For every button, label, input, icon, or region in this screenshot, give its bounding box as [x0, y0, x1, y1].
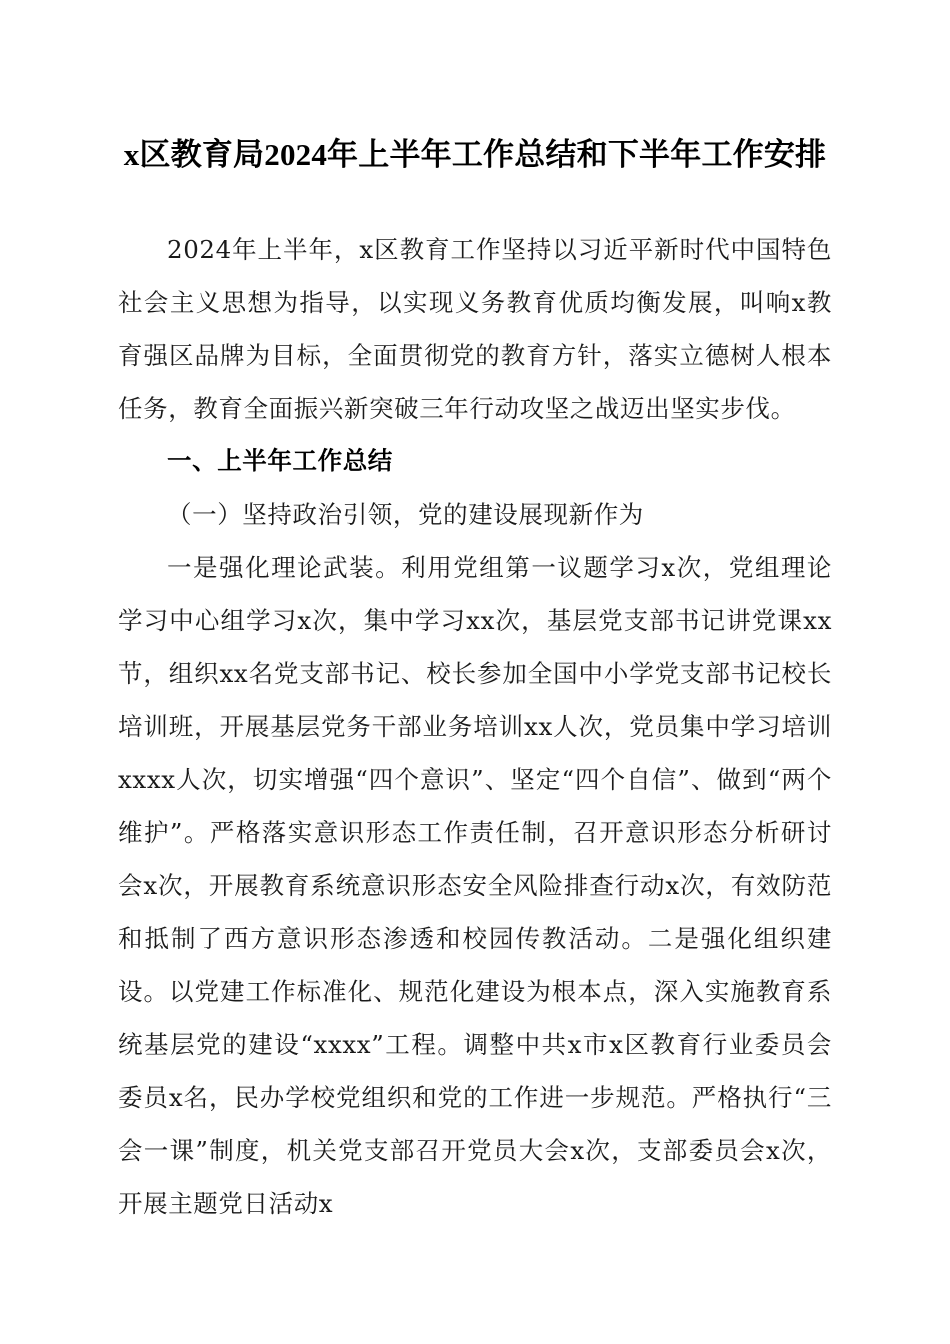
document-body	[118, 0, 832, 1230]
intro-paragraph: 2024年上半年，x区教育工作坚持以习近平新时代中国特色社会主义思想为指导，以实现义务教育优质均衡发展，叫响x教育强区品牌为目标，全面贯彻党的教育方针，落实立德树人根本任务，教育全面振兴新突破三年行动攻坚之战迈出坚实步伐。	[118, 235, 832, 423]
page-title: x区教育局2024年上半年工作总结和下半年工作安排	[123, 137, 827, 172]
section-heading-1: 一、上半年工作总结	[167, 448, 393, 475]
body-paragraph-1: 一是强化理论武装。利用党组第一议题学习x次，党组理论学习中心组学习x次，集中学习xx次，基层党支部书记讲党课xx节，组织xx名党支部书记、校长参加全国中小学党支部书记校长培训班，开展基层党务干部业务培训xx人次，党员集中学习培训xxxx人次，切实增强“四个意识”、坚定“四个自信”、做到“两个维护”。严格落实意识形态工作责任制，召开意识形态分析研讨会x次，开展教育系统意识形态安全风险排查行动x次，有效防范和抵制了西方意识形态渗透和校园传教活动。二是强化组织建设。以党建工作标准化、规范化建设为根本点，深入实施教育系统基层党的建设“xxxx”工程。调整中共x市x区教育行业委员会委员x名，民办学校党组织和党的工作进一步规范。严格执行“三会一课”制度，机关党支部召开党员大会x次，支部委员会x次，开展主题党日活动x	[118, 553, 832, 1218]
subsection-heading-1: （一）坚持政治引领，党的建设展现新作为	[167, 500, 644, 529]
